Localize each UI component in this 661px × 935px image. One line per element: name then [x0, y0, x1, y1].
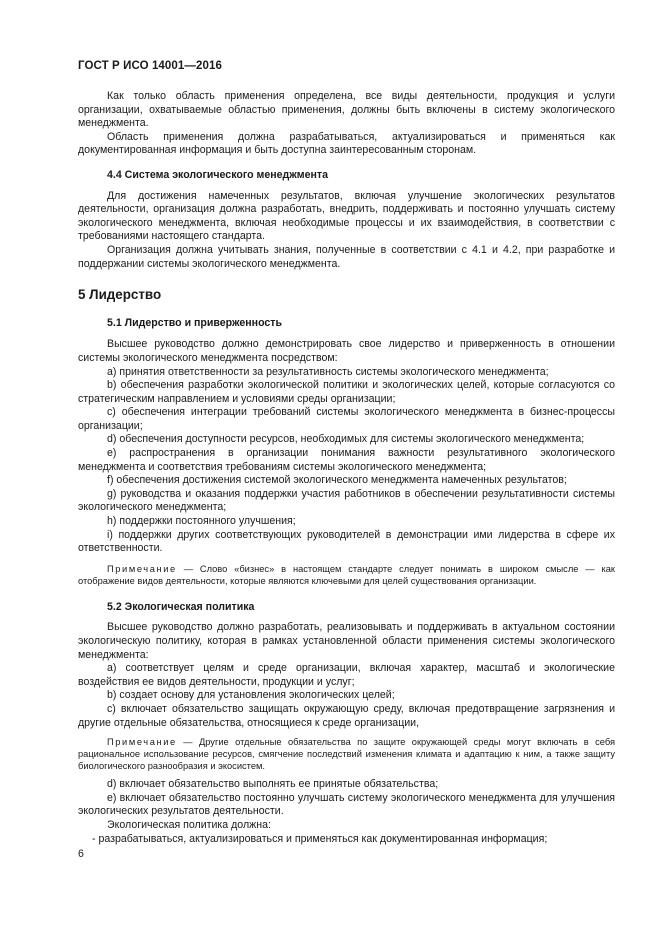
- section-heading-4-4: 4.4 Система экологического менеджмента: [107, 168, 328, 181]
- section-heading-5: 5 Лидерство: [78, 287, 162, 303]
- list-item: h) поддержки постоянного улучшения;: [107, 515, 296, 528]
- section-heading-5-2: 5.2 Экологическая политика: [107, 600, 255, 613]
- list-item: e) включает обязательство постоянно улучшать систему экологического менеджмента для улучшения экологических результатов деятельности.: [78, 791, 615, 818]
- list-item: a) соответствует целям и среде организации, включая характер, масштаб и экологические воздействия ее видов деятельности, продукции и услуг;: [78, 662, 615, 688]
- document-header: ГОСТ Р ИСО 14001—2016: [78, 60, 223, 72]
- note-label: Примечание: [107, 737, 177, 748]
- note-text: — Другие отдельные обязательства по защите окружающей среды могут включать в себя рациональное использование ресурсов, смягчение последствий изменения климата и адаптацию к ним, а также защиту биологического разнообразия и экосистем.: [78, 737, 615, 772]
- list-item: e) распространения в организации понимания важности результативного экологического менеджмента и соответствия требованиям системы экологического менеджмента;: [78, 447, 615, 473]
- note-text: — Слово «бизнес» в настоящем стандарте следует понимать в широком смысле — как отображение видов деятельности, которые являются ключевыми для целей существования организации.: [78, 563, 615, 586]
- list-item: d) включает обязательство выполнять ее принятые обязательства;: [107, 778, 439, 791]
- list-item: b) создает основу для установления экологических целей;: [107, 689, 395, 702]
- list-item: b) обеспечения разработки экологической политики и экологических целей, которые согласуются со стратегическим направлением и условиями среды организации;: [78, 379, 615, 405]
- page-number: 6: [78, 848, 84, 860]
- document-body: [78, 90, 615, 846]
- note: [78, 736, 615, 772]
- list-item: i) поддержки других соответствующих руководителей в демонстрации ими лидерства в сфере их ответственности.: [78, 528, 615, 555]
- list-item: a) принятия ответственности за результативность системы экологического менеджмента;: [107, 365, 549, 378]
- list-item: c) обеспечения интеграции требований системы экологического менеджмента в бизнес-процессы организации;: [78, 406, 615, 432]
- list-item: d) обеспечения доступности ресурсов, необходимых для системы экологического менеджмента;: [107, 433, 585, 446]
- list-item: g) руководства и оказания поддержки участия работников в обеспечении результативности системы экологического менеджмента;: [78, 487, 615, 514]
- paragraph: Для достижения намеченных результатов, включая улучшение экологических результатов деятельности, организация должна разработать, внедрить, поддерживать и постоянно улучшать систему экологического менеджмента, включая необходимые процессы и их взаимодействия, в соответствии с требованиями настоящего стандарта.: [78, 189, 615, 243]
- paragraph: Как только область применения определена, все виды деятельности, продукция и услуги организации, охватываемые областью применения, должны быть включены в систему экологического менеджмента.: [78, 90, 615, 130]
- list-item: f) обеспечения достижения системой экологического менеджмента намеченных результатов;: [107, 474, 567, 487]
- note-label: Примечание: [107, 563, 177, 574]
- paragraph: Экологическая политика должна:: [107, 818, 271, 831]
- paragraph: Высшее руководство должно разработать, реализовывать и поддерживать в актуальном состоянии экологическую политику, которая в рамках установленной области применения системы экологического менеджмента:: [78, 621, 615, 661]
- section-heading-5-1: 5.1 Лидерство и приверженность: [107, 316, 282, 329]
- list-item: c) включает обязательство защищать окружающую среду, включая предотвращение загрязнения и другие отдельные обязательства, относящиеся к среде организации,: [78, 702, 615, 729]
- paragraph: Область применения должна разрабатываться, актуализироваться и применяться как документированная информация и быть доступна заинтересованным сторонам.: [78, 130, 615, 157]
- note: [78, 563, 615, 587]
- paragraph: Организация должна учитывать знания, полученные в соответствии с 4.1 и 4.2, при разработке и поддержании системы экологического менеджмента.: [78, 243, 615, 270]
- paragraph: Высшее руководство должно демонстрировать свое лидерство и приверженность в отношении системы экологического менеджмента посредством:: [78, 338, 615, 364]
- dash-list-item: - разрабатываться, актуализироваться и применяться как документированная информация;: [92, 832, 548, 845]
